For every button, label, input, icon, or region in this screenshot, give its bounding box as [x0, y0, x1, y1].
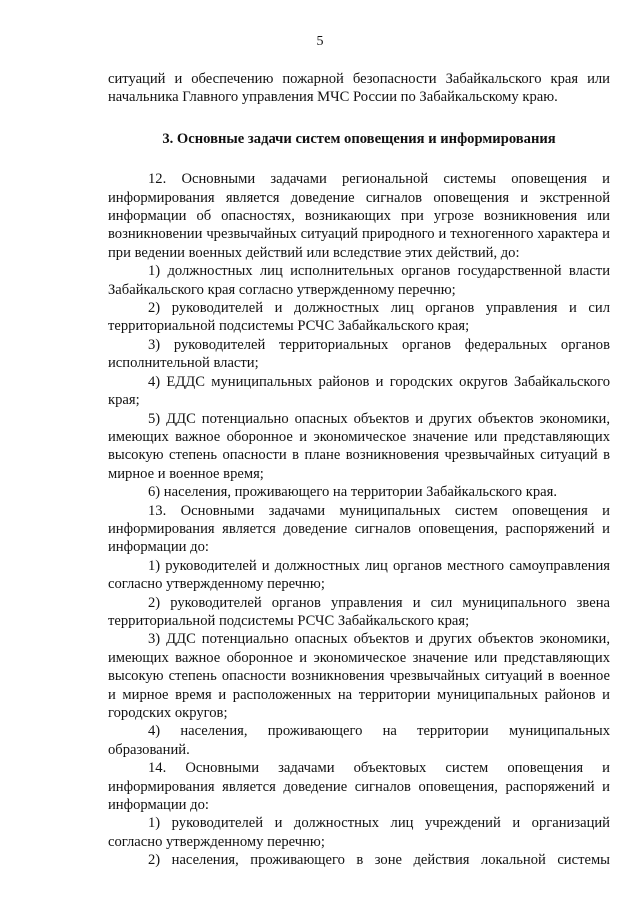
list-item: 4) населения, проживающего на территории муниципальных образований. — [108, 723, 610, 758]
list-item: 5) ДДС потенциально опасных объектов и других объектов экономики, имеющих важное оборонное и экономическое значение или представляющих высокую степень опасности в плане возникновения чрезвычайных ситуаций в мирное и военное время; — [108, 410, 610, 482]
list-item: 2) руководителей и должностных лиц органов управления и сил территориальной подсистемы РСЧС Забайкальского края; — [108, 300, 610, 335]
paragraph: 12. Основными задачами региональной системы оповещения и информирования является доведение сигналов оповещения и экстренной информации об опасностях, возникающих при угрозе возникновения или возникновении чрезвычайных ситуаций природного и техногенного характера и при ведении военных действий или вследствие этих действий, до: — [108, 171, 610, 261]
list-item: 3) ДДС потенциально опасных объектов и других объектов экономики, имеющих важное оборонное и экономическое значение или представляющих высокую степень опасности возникновения чрезвычайных ситуаций в военное и мирное время и расположенных на территории муниципальных районов и городских округов; — [108, 631, 610, 721]
list-item: 2) руководителей органов управления и сил муниципального звена территориальной подсистемы РСЧС Забайкальского края; — [108, 594, 610, 629]
list-item: 1) руководителей и должностных лиц органов местного самоуправления согласно утвержденному перечню; — [108, 557, 610, 593]
list-item: 6) населения, проживающего на территории Забайкальского края. — [148, 484, 557, 501]
document-body — [108, 70, 610, 870]
list-item: 4) ЕДДС муниципальных районов и городских округов Забайкальского края; — [108, 373, 610, 409]
paragraph: 13. Основными задачами муниципальных систем оповещения и информирования является доведение сигналов оповещения, распоряжений и информации до: — [108, 502, 610, 556]
list-item: 3) руководителей территориальных органов федеральных органов исполнительной власти; — [108, 336, 610, 372]
page-number: 5 — [316, 34, 324, 49]
list-item: 2) населения, проживающего в зоне действия локальной системы — [148, 852, 610, 869]
list-item: 1) руководителей и должностных лиц учреждений и организаций согласно утвержденному перечню; — [108, 815, 610, 850]
section-heading: 3. Основные задачи систем оповещения и информирования — [162, 130, 556, 147]
paragraph: 14. Основными задачами объектовых систем оповещения и информирования является доведение сигналов оповещения, распоряжений и информации до: — [108, 760, 610, 814]
intro-paragraph: ситуаций и обеспечению пожарной безопасности Забайкальского края или начальника Главного управления МЧС России по Забайкальскому краю. — [108, 71, 610, 106]
list-item: 1) должностных лиц исполнительных органов государственной власти Забайкальского края согласно утвержденному перечню; — [108, 263, 610, 298]
